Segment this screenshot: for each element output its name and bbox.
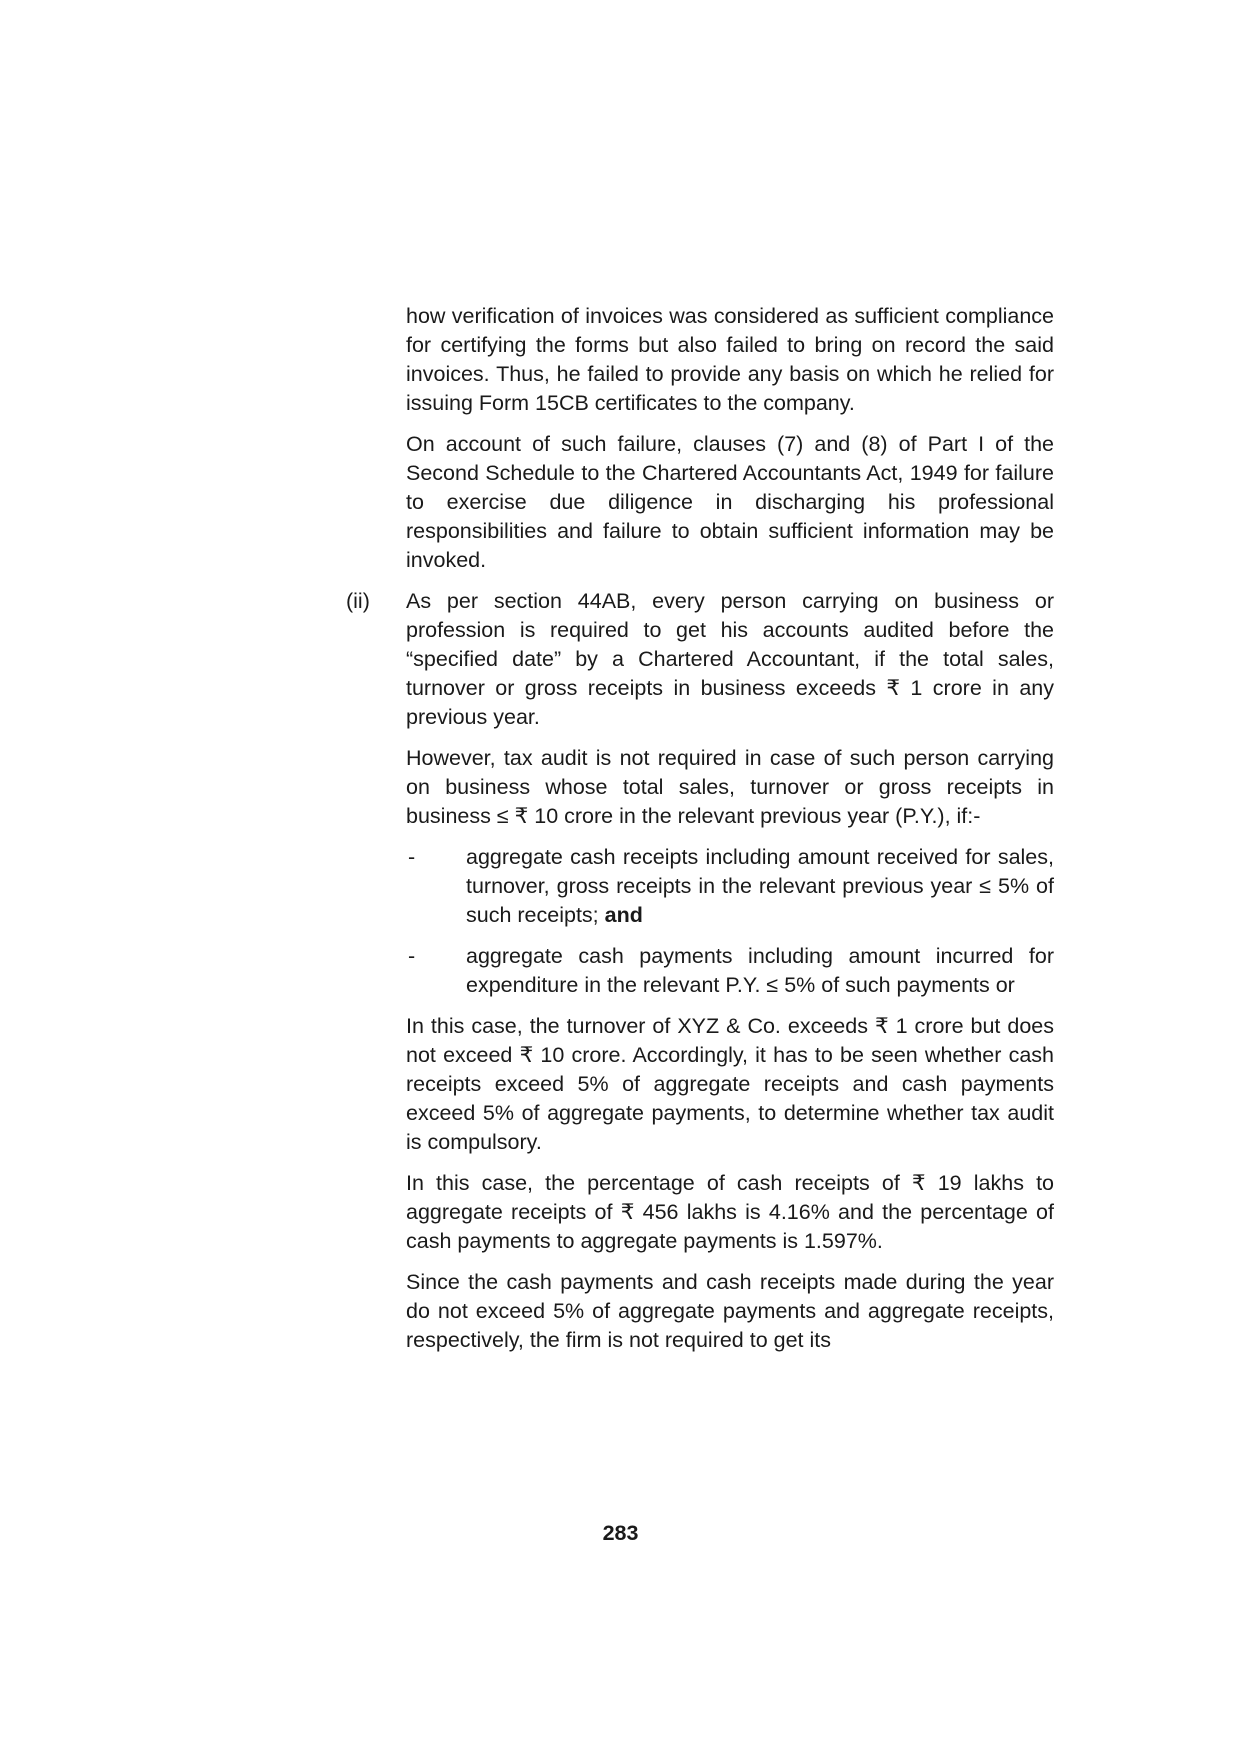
bullet-bold-conjunction: and [604,903,643,927]
bullet-dash: - [408,944,416,968]
paragraph-failure-consequence: On account of such failure, clauses (7) and (8) of Part I of the Second Schedule to the Chartered Accountants Act, 1949 for failure to exercise due diligence in discharging his professional responsibilities and failure to obtain sufficient information may be invoked. [406,432,1054,572]
bullet-cash-receipts [406,843,1054,930]
paragraph-invoice-verification: how verification of invoices was considered as sufficient compliance for certifying the forms but also failed to bring on record the said invoices. Thus, he failed to provide any basis on which he relied for issuing Form 15CB certificates to the company. [406,304,1054,415]
bullet-text: aggregate cash payments including amount incurred for expenditure in the relevant P.Y. ≤ 5% of such payments or [466,944,1054,997]
list-item-ii [346,587,1054,732]
page-number: 283 [602,1521,639,1545]
paragraph-turnover-case: In this case, the turnover of XYZ & Co. exceeds ₹ 1 crore but does not exceed ₹ 10 crore. Accordingly, it has to be seen whether cash receipts exceed 5% of aggregate receipts and cash payments exceed 5% of aggregate payments, to determine whether tax audit is compulsory. [406,1014,1054,1154]
paragraph-section-44ab: As per section 44AB, every person carrying on business or profession is required to get his accounts audited before the “specified date” by a Chartered Accountant, if the total sales, turnover or gross receipts in business exceeds ₹ 1 crore in any previous year. [406,589,1054,729]
item-label: (ii) [346,589,370,613]
bullet-dash: - [408,845,416,869]
bullet-text: aggregate cash receipts including amount received for sales, turnover, gross receipts in the relevant previous year ≤ 5% of such receipts; [466,845,1054,927]
paragraph-percentage-calculation: In this case, the percentage of cash receipts of ₹ 19 lakhs to aggregate receipts of ₹ 456 lakhs is 4.16% and the percentage of cash payments to aggregate payments is 1.597%. [406,1171,1054,1253]
body-text [346,302,1054,1367]
paragraph-tax-audit-exemption: However, tax audit is not required in case of such person carrying on business whose total sales, turnover or gross receipts in business ≤ ₹ 10 crore in the relevant previous year (P.Y.), if:- [406,746,1054,828]
paragraph-conclusion: Since the cash payments and cash receipts made during the year do not exceed 5% of aggregate payments and aggregate receipts, respectively, the firm is not required to get its [406,1270,1054,1352]
bullet-cash-payments [406,942,1054,1000]
